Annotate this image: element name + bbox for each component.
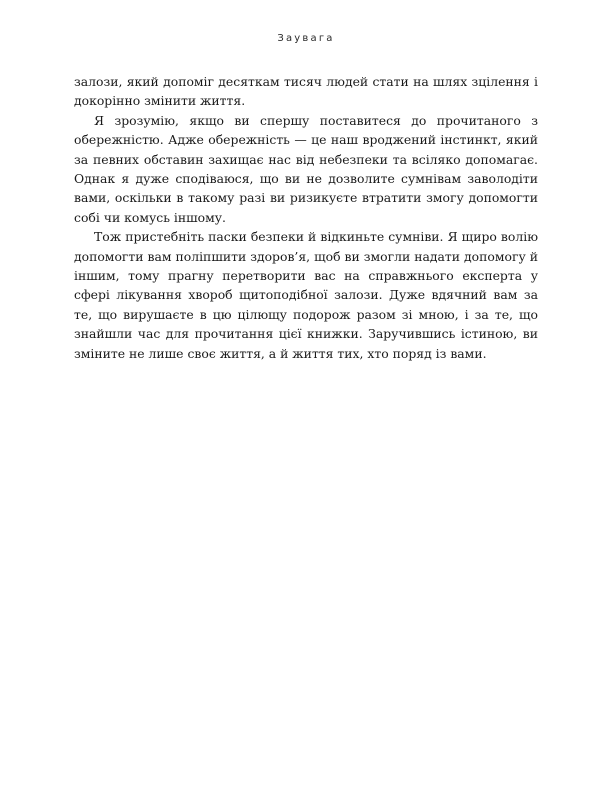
body-text (74, 72, 538, 363)
paragraph-continuation: залози, який допоміг десяткам тисяч людей стати на шлях зцілення і докорінно змінити життя. (74, 74, 538, 109)
running-header-title: Заувага (277, 33, 335, 44)
paragraph-closing: Тож пристебніть паски безпеки й відкиньте сумніви. Я щиро волію допомогти вам поліпшити здоров’я, щоб ви змогли надати допомогу й іншим, тому прагну перетворити вас на справжнього експерта у сфері лікування хвороб щитоподібної залози. Дуже вдячний вам за те, що вирушаєте в цю цілющу подорож разом зі мною, і за те, що знайшли час для прочитання цієї книжки. Заручившись істиною, ви зміните не лише своє життя, а й життя тих, хто поряд із вами. (74, 229, 538, 361)
paragraph-caution: Я зрозумію, якщо ви спершу поставитеся до прочитаного з обережністю. Адже обережність — це наш вроджений інстинкт, який за певних обставин захищає нас від небезпеки та всіляко допомагає. Однак я дуже сподіваюся, що ви не дозволите сумнівам заволодіти вами, оскільки в такому разі ви ризикуєте втратити змогу допомогти собі чи комусь іншому. (74, 112, 538, 225)
